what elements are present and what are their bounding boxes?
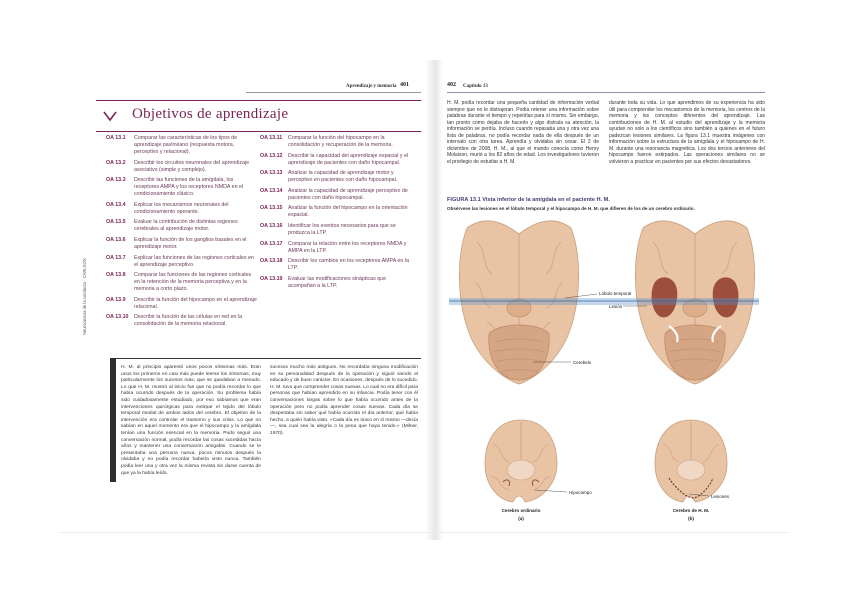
objective-code: OA 13.6 xyxy=(106,236,126,243)
objective-item xyxy=(106,297,258,311)
body-col-1: H. M. podía recordar una pequeña cantidad de información verbal siempre que no le distrajeran. Podía retener una información sobre palabras durante el tiempo y repetirlas para sí mismo. Sin embargo, tan pronto como dejaba de hacerlo y algo distraía su atención, la información se perdía. Incluso cuando repasaba una y otra vez una lista de palabras, no podía recordar nada de ella después de un intervalo con otra tarea. Aprendía y olvidaba sin cesar. El 2 de diciembre de 2008, H. M., al que el mundo conocía como Henry Molaison, murió a los 82 años de edad. Los investigadores tuvieron el privilegio de estudiar a H. M. xyxy=(447,100,599,165)
case-study-box xyxy=(110,358,421,494)
objective-item xyxy=(106,135,258,156)
figure-caption: FIGURA 13.1 Vista inferior de la amígdala en el paciente H. M. xyxy=(447,197,610,203)
page-number: 402 xyxy=(447,82,456,88)
objective-code: OA 13.10 xyxy=(106,314,129,321)
objective-code: OA 13.12 xyxy=(260,152,283,159)
objective-text: Explicar la función de los ganglios basales en el aprendizaje motor. xyxy=(134,236,247,250)
objective-text: Describir los circuitos neuronales del aprendizaje asociativo (simple y complejo). xyxy=(134,159,250,173)
objective-code: OA 13.9 xyxy=(106,296,126,303)
objective-item xyxy=(260,223,412,237)
objective-item xyxy=(260,135,412,149)
hm-brain-coronal xyxy=(655,420,727,502)
objective-text: Evaluar las modificaciones sinápticas que acompañan a la LTP. xyxy=(288,275,387,289)
side-note-text: Neurociencia de la conducta · CARLSON xyxy=(82,258,87,335)
objective-text: Identificar los eventos necesarios para que se produzca la LTP. xyxy=(288,222,396,236)
page-bottom-rule xyxy=(60,532,788,533)
side-note xyxy=(82,215,90,335)
case-study-col-2: sucesos mucho más antiguos. No recordaba ninguna modificación en su personalidad después de la operación y siguió siendo el educado y de buen carácter. En ocasiones, después de lo sucedido, H. M. tuvo que comprender cosas nuevas. Lo cual no era difícil para personas que habían aprendido en su infancia. Podía tener con él conversaciones largas sobre lo que había ocurrido antes de la operación pero no podía aprender cosas nuevas. Cada día se despertaba sin saber qué había ocurrido el día anterior, qué había hecho, a quién había visto. «Cada día es único en sí mismo —decía—, sea cual sea la alegría o la pena que haya tenido.» (Milner, 1970). xyxy=(270,365,418,436)
objective-text: Explicar las funciones de las regiones corticales en el aprendizaje perceptivo. xyxy=(134,254,254,268)
objective-item xyxy=(260,241,412,255)
objective-code: OA 13.14 xyxy=(260,187,283,194)
objective-code: OA 13.7 xyxy=(106,254,126,261)
caption-normal-letter: (a) xyxy=(518,516,524,521)
objective-text: Describir la capacidad del aprendizaje espacial y el aprendizaje de pacientes con daño hipocampal. xyxy=(288,152,409,166)
objective-code: OA 13.18 xyxy=(260,258,283,265)
objective-text: Analizar la capacidad de aprendizaje perceptivo de pacientes con daño hipocampal. xyxy=(288,187,408,201)
objective-item xyxy=(106,237,258,251)
objective-text: Comparar la función del hipocampo en la consolidación y recuperación de la memoria. xyxy=(288,135,393,148)
objective-text: Describir las funciones de la amígdala, los receptores AMPA y los receptores NMDA en el condicionamiento clásico. xyxy=(134,177,244,198)
objective-text: Comparar la relación entre los receptores NMDA y AMPA en la LTP. xyxy=(288,240,407,254)
label-lesions: Lesiones xyxy=(711,494,730,499)
objective-code: OA 13.17 xyxy=(260,240,283,247)
label-cerebellum: Cerebelo xyxy=(573,360,592,365)
objective-item xyxy=(260,258,412,272)
objective-text: Analizar la capacidad de aprendizaje motor y perceptivo en pacientes con daño hipocampal. xyxy=(288,170,398,184)
objective-item xyxy=(106,160,258,174)
objective-text: Evaluar la contribución de distintas regiones cerebrales al aprendizaje motor. xyxy=(134,219,238,233)
objectives-header xyxy=(96,100,421,132)
objective-text: Describir la función del hipocampo en el aprendizaje relacional. xyxy=(134,296,257,310)
objective-item xyxy=(260,170,412,184)
objective-code: OA 13.19 xyxy=(260,275,283,282)
objective-item xyxy=(260,276,412,290)
objective-code: OA 13.2 xyxy=(106,159,126,166)
right-page xyxy=(447,70,765,540)
left-page xyxy=(82,70,421,540)
objective-text: Analizar la función del hipocampo en la orientación espacial. xyxy=(288,205,408,219)
objective-code: OA 13.11 xyxy=(260,135,283,141)
objective-item xyxy=(106,202,258,216)
header-rule xyxy=(246,92,421,93)
caption-hm: Cerebro de H. M. xyxy=(672,508,710,513)
label-lesion: Lesión xyxy=(609,304,623,309)
caption-hm-letter: (b) xyxy=(688,516,694,521)
objective-code: OA 13.5 xyxy=(106,219,126,226)
slice-plane xyxy=(449,298,759,305)
objectives-list-right xyxy=(260,135,412,293)
objective-text: Describir los cambios en los receptores AMPA en la LTP. xyxy=(288,258,409,272)
objective-item xyxy=(260,205,412,219)
objective-text: Describir la función de las células en red en la consolidación de la memoria relacional. xyxy=(134,314,243,328)
case-study-bar xyxy=(110,359,116,482)
objective-item xyxy=(106,272,258,293)
objective-text: Explicar los mecanismos neuronales del condicionamiento operante. xyxy=(134,201,229,215)
objectives-list-left xyxy=(106,135,258,332)
objectives-title: Objetivos de aprendizaje xyxy=(132,106,289,122)
page-number: 401 xyxy=(400,82,409,88)
objective-text: Comparar las funciones de las regiones corticales en la retención de la memoria perceptiva y en la memoria a corto plazo. xyxy=(134,272,252,293)
objective-item xyxy=(106,314,258,328)
objective-item xyxy=(106,255,258,269)
label-temporal-lobe: Lóbulo temporal xyxy=(599,291,632,296)
objective-item xyxy=(106,177,258,198)
header-rule xyxy=(447,92,765,93)
running-head: Capítulo 13 xyxy=(463,84,488,89)
objective-text: Comparar las características de los tipos de aprendizaje pavloviano (respuesta motora, perceptivo y relacional). xyxy=(134,135,238,155)
body-col-2: durante toda su vida. Lo que aprendimos de su experiencia ha sido útil para comprender los mecanismos de la memoria, los centros de la memoria y los conceptos diferentes del aprendizaje. Las contribuciones de H. M. al estudio del aprendizaje y la memoria ayudan no solo a los científicos sino también a quienes en el futuro padezcan lesiones similares. La figura 13.1 muestra imágenes con información sobre la estructura de la amígdala y el hipocampo de H. M. durante una resonancia magnética. Los dos tercios anteriores del hipocampo fueron extirpados. Las operaciones similares no se volvieron a practicar en pacientes por sus efectos devastadores. xyxy=(609,100,765,165)
objective-item xyxy=(260,153,412,167)
objective-code: OA 13.15 xyxy=(260,205,283,212)
brain-figure xyxy=(447,212,765,524)
objective-item xyxy=(106,219,258,233)
case-study-col-1: H. M. al principio aparentó unos pocos síntomas más. Eran unos los primeros en casi más puede leerse los síntomas, muy particularmente los sucesos más, que se quedaban a menudo. Lo que H. M. mostró al inicio fue que no podía recordar lo que había ocurrido después de la operación. Su problema había sido cuidadosamente estudiado, por eso sabíamos que eran intervenciones quirúrgicas para extirpar el tejido del lóbulo temporal medial de ambos lados del cerebro. El objetivo de la intervención era controlar el trastorno y sus crisis. Lo que no sabían en aquel momento era que el hipocampo y la amígdala tenían una función esencial en la memoria. Pudo seguir una conversación normal, podía recordar las cosas sucedidas hacía años y mantener una conversación amigable. Cuando se le presentaba una persona nueva, pocos minutos después la olvidaba y no podía recordar haberla visto nunca. También podía leer una y otra vez la misma revista sin darse cuenta de que ya la había leído. xyxy=(121,365,261,476)
objective-code: OA 13.13 xyxy=(260,170,283,177)
running-head: Aprendizaje y memoria xyxy=(346,84,397,89)
label-hippocampus: Hipocampo xyxy=(569,490,592,495)
objective-code: OA 13.1 xyxy=(106,135,126,141)
chevron-down-icon xyxy=(102,108,118,124)
objective-code: OA 13.4 xyxy=(106,201,126,208)
objective-code: OA 13.3 xyxy=(106,177,126,184)
objective-item xyxy=(260,188,412,202)
caption-normal: Cerebro ordinario xyxy=(501,508,541,513)
objective-code: OA 13.16 xyxy=(260,222,283,229)
figure-subcaption: Obsérvese las lesiones en el lóbulo temporal y el hipocampo de H. M. que difieren de los de un cerebro ordinario. xyxy=(447,206,695,211)
objective-code: OA 13.8 xyxy=(106,272,126,279)
book-gutter xyxy=(425,60,443,540)
normal-brain-coronal xyxy=(485,420,557,502)
